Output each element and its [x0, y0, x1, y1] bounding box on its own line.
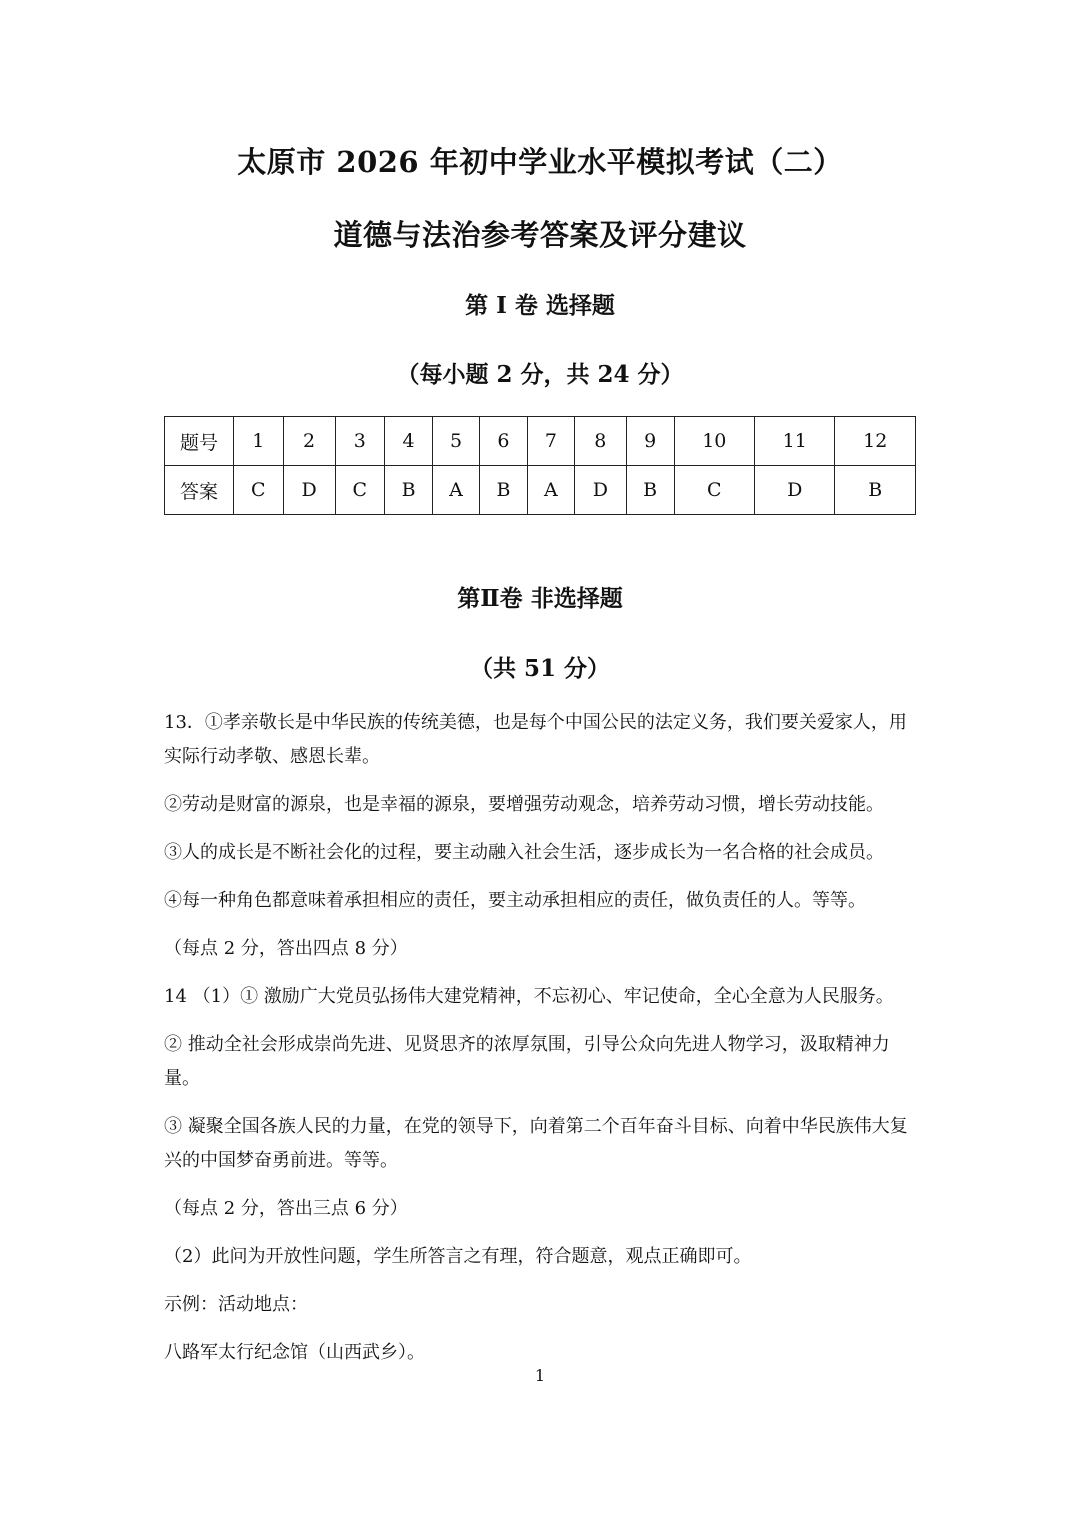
- example-label: 示例：活动地点：: [164, 1294, 308, 1315]
- answer-cell: C: [234, 466, 284, 515]
- answer-paragraph: ② 推动全社会形成崇尚先进、见贤思齐的浓厚氛围，引导公众向先进人物学习，汲取精神力量。: [164, 1034, 890, 1089]
- section1-score-note: （每小题 2 分，共 24 分）: [396, 361, 684, 388]
- question-number: 1: [234, 417, 284, 466]
- answer-cell: D: [283, 466, 335, 515]
- question-number: 8: [574, 417, 626, 466]
- answer-paragraph: ③人的成长是不断社会化的过程，要主动融入社会生活，逐步成长为一名合格的社会成员。: [164, 842, 884, 863]
- answer-paragraph: ④每一种角色都意味着承担相应的责任，要主动承担相应的责任，做负责任的人。等等。: [164, 890, 866, 911]
- row-label-number: 题号: [165, 417, 234, 466]
- question-number: 5: [432, 417, 479, 466]
- document-title: 太原市 2026 年初中学业水平模拟考试（二）: [237, 145, 843, 179]
- answer-cell: D: [574, 466, 626, 515]
- question-number: 10: [674, 417, 754, 466]
- answer-paragraph: ②劳动是财富的源泉，也是幸福的源泉，要增强劳动观念，培养劳动习惯，增长劳动技能。: [164, 794, 884, 815]
- answer-cell: B: [626, 466, 674, 515]
- answer-cell: B: [480, 466, 528, 515]
- answer-cell: A: [527, 466, 574, 515]
- answer-paragraph: 八路军太行纪念馆（山西武乡）。: [164, 1342, 425, 1363]
- answer-cell: B: [835, 466, 916, 515]
- answer-cell: C: [674, 466, 754, 515]
- scoring-note: （每点 2 分，答出四点 8 分）: [164, 938, 408, 959]
- document-subtitle: 道德与法治参考答案及评分建议: [333, 218, 747, 252]
- question-number: 7: [527, 417, 574, 466]
- row-label-answer: 答案: [165, 466, 234, 515]
- scoring-note: （每点 2 分，答出三点 6 分）: [164, 1198, 408, 1219]
- question-number: 6: [480, 417, 528, 466]
- answer-cell: B: [385, 466, 433, 515]
- answer-cell: D: [755, 466, 835, 515]
- question-number: 4: [385, 417, 433, 466]
- question-number: 12: [835, 417, 916, 466]
- answer-row: [165, 466, 916, 515]
- question-number: 3: [335, 417, 385, 466]
- question-number-row: [165, 417, 916, 466]
- answer-table: [164, 416, 916, 515]
- question-number: 9: [626, 417, 674, 466]
- answer-cell: C: [335, 466, 385, 515]
- answer-text-body: [164, 706, 920, 1384]
- answer-paragraph: （2）此问为开放性问题，学生所答言之有理，符合题意，观点正确即可。: [164, 1246, 752, 1267]
- page-number: 1: [534, 1366, 546, 1385]
- answer-cell: A: [432, 466, 479, 515]
- section2-score-note: （共 51 分）: [469, 655, 611, 682]
- question-number: 2: [283, 417, 335, 466]
- section2-title: 第Ⅱ卷 非选择题: [457, 585, 623, 612]
- section1-title: 第 I 卷 选择题: [465, 292, 615, 319]
- answer-paragraph: 14 （1）① 激励广大党员弘扬伟大建党精神，不忘初心、牢记使命，全心全意为人民服务。: [164, 986, 894, 1007]
- answer-paragraph: ③ 凝聚全国各族人民的力量，在党的领导下，向着第二个百年奋斗目标、向着中华民族伟大复兴的中国梦奋勇前进。等等。: [164, 1116, 908, 1171]
- answer-paragraph: 13．①孝亲敬长是中华民族的传统美德，也是每个中国公民的法定义务，我们要关爱家人，用实际行动孝敬、感恩长辈。: [164, 712, 907, 767]
- question-number: 11: [755, 417, 835, 466]
